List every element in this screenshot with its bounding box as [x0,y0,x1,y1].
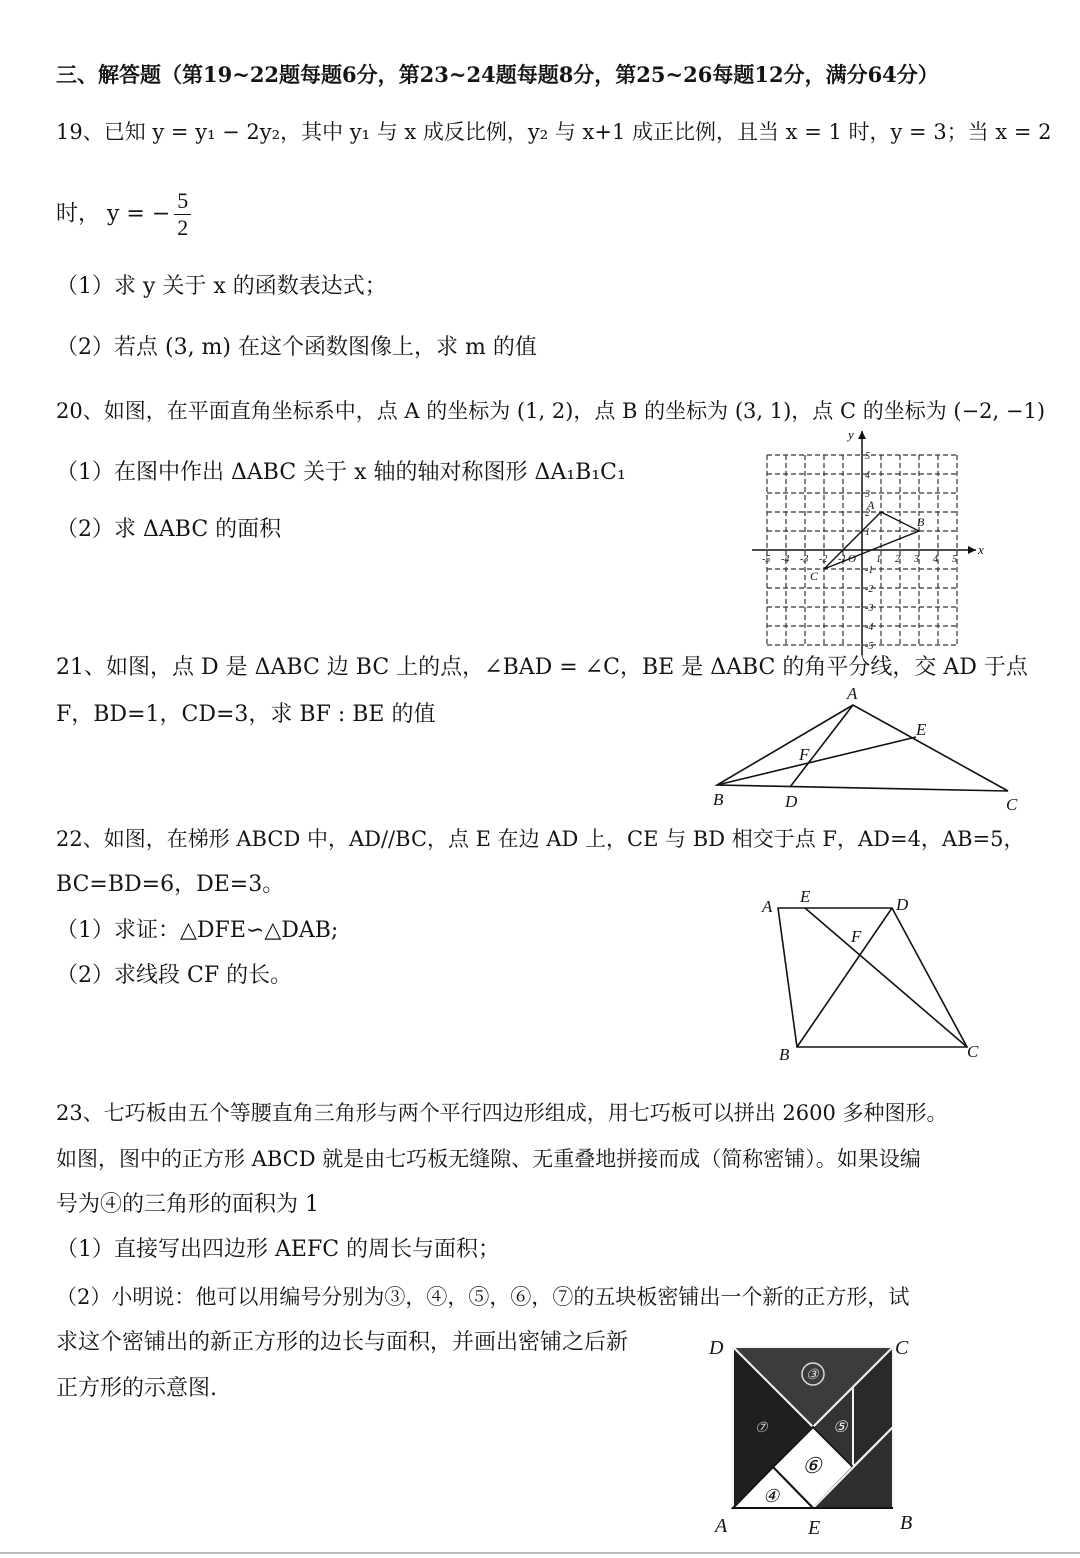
q19-stem-continued [56,188,191,241]
q21-label-b: B [713,790,724,809]
q23-label-d: D [709,1337,724,1359]
q23-part2: （2）小明说：他可以用编号分别为③，④，⑤，⑥，⑦的五块板密铺出一个新的正方形，试 [56,1285,910,1309]
segment-be [717,737,916,785]
q20-part2: （2）求 ΔABC 的面积 [56,517,282,542]
x-tick-label: 3 [914,554,919,565]
q21-label-d: D [785,792,798,811]
q19-stem-prefix: 时， y = − [56,201,171,227]
q22-part1: （1）求证：△DFE∽△DAB; [56,918,339,943]
x-tick-label: -5 [762,554,771,565]
q23-part2-line3: 正方形的示意图. [56,1376,217,1401]
x-tick-label: -1 [838,554,847,565]
y-axis-label: y [848,427,854,442]
x-tick-label: 5 [952,554,957,565]
x-axis-label: x [978,542,984,557]
q23-tangram-figure [705,1328,945,1558]
piece-label-7: ⑦ [755,1421,768,1436]
segment-ce [805,908,967,1047]
q19-part1: （1）求 y 关于 x 的函数表达式； [56,274,387,299]
q19-part2: （2）若点 (3, m) 在这个函数图像上，求 m 的值 [56,335,537,360]
triangle-abc-q21 [717,705,1008,791]
q22-label-b: B [779,1045,790,1064]
q21-label-a: A [847,684,858,703]
q21-stem-continued: F，BD=1，CD=3，求 BF : BE 的值 [56,702,436,727]
x-tick-label: -2 [819,554,828,565]
q22-stem-continued: BC=BD=6，DE=3。 [56,872,285,897]
y-tick-label: -3 [865,603,874,614]
q19-fraction [174,188,191,241]
q21-triangle-figure [705,685,1035,815]
y-tick-label: 4 [865,470,870,481]
x-tick-label: -3 [800,554,809,565]
q21-label-c: C [1006,795,1018,814]
piece-label-4: ④ [763,1486,780,1506]
point-b-label: B [917,515,925,529]
piece-label-6: ⑥ [802,1453,822,1478]
q23-stem-line3: 号为④的三角形的面积为 1 [56,1192,319,1217]
q23-part2-line2: 求这个密铺出的新正方形的边长与面积，并画出密铺之后新 [56,1330,629,1355]
q22-part2: （2）求线段 CF 的长。 [56,963,293,988]
x-tick-label: -4 [781,554,790,565]
q20-stem: 20、如图，在平面直角坐标系中，点 A 的坐标为 (1, 2)，点 B 的坐标为 (3, 1)，点 C 的坐标为 (−2, −1) [56,399,1046,423]
x-tick-label: 2 [895,554,900,565]
origin-label: O [848,553,856,565]
page-bottom-rule [0,1552,1080,1554]
q22-trapezoid-figure [755,880,995,1064]
q21-stem: 21、如图，点 D 是 ΔABC 边 BC 上的点，∠BAD = ∠C，BE 是 ΔABC 的角平分线，交 AD 于点 [56,655,1028,680]
y-tick-label: 2 [865,508,870,519]
q22-label-c: C [967,1042,979,1061]
q23-stem-line2: 如图，图中的正方形 ABCD 就是由七巧板无缝隙、无重叠地拼接而成（简称密铺）。如果设编 [56,1147,921,1171]
section-header: 三、解答题（第19~22题每题6分，第23~24题每题8分，第25~26每题12分，满分64分） [56,62,939,87]
y-axis-arrow-icon [858,431,866,439]
y-tick-label: -2 [865,584,874,595]
q19-fraction-numerator: 5 [174,188,191,215]
q19-stem: 19、已知 y = y₁ − 2y₂，其中 y₁ 与 x 成反比例，y₂ 与 x+1 成正比例，且当 x = 1 时，y = 3；当 x = 2 [56,120,1052,144]
q20-part1: （1）在图中作出 ΔABC 关于 x 轴的轴对称图形 ΔA₁B₁C₁ [56,460,626,485]
x-tick-label: 1 [876,554,881,565]
piece-label-5: ⑤ [833,1419,848,1436]
y-tick-label: 3 [865,489,870,500]
q22-stem: 22、如图，在梯形 ABCD 中，AD//BC，点 E 在边 AD 上，CE 与 BD 相交于点 F，AD=4，AB=5， [56,827,1025,851]
trapezoid-abcd [778,908,967,1047]
q23-label-a: A [715,1515,728,1537]
q23-stem: 23、七巧板由五个等腰直角三角形与两个平行四边形组成，用七巧板可以拼出 2600 多种图形。 [56,1101,948,1125]
q23-label-e: E [808,1517,821,1539]
q23-label-c: C [895,1337,909,1359]
point-c-label: C [810,569,819,583]
point-a-label: A [867,498,875,512]
q20-coordinate-figure [750,425,990,655]
q22-label-f: F [851,927,862,946]
q22-label-a: A [762,897,773,916]
q22-label-e: E [800,887,811,906]
y-tick-label: 5 [865,451,870,462]
piece-label-3: ③ [806,1368,819,1383]
q19-fraction-denominator: 2 [177,215,189,240]
q23-label-b: B [900,1512,913,1534]
y-tick-label: -5 [865,641,874,652]
q22-label-d: D [896,895,909,914]
q21-label-e: E [916,720,927,739]
y-tick-label: 1 [865,527,870,538]
y-tick-label: -4 [865,622,874,633]
x-axis-arrow-icon [968,546,976,554]
y-tick-label: -1 [865,565,874,576]
segment-bd [797,908,892,1047]
x-tick-label: 4 [933,554,938,565]
x-tick-labels [762,554,957,565]
q21-label-f: F [799,745,810,764]
q23-part1: （1）直接写出四边形 AEFC 的周长与面积； [56,1237,501,1262]
